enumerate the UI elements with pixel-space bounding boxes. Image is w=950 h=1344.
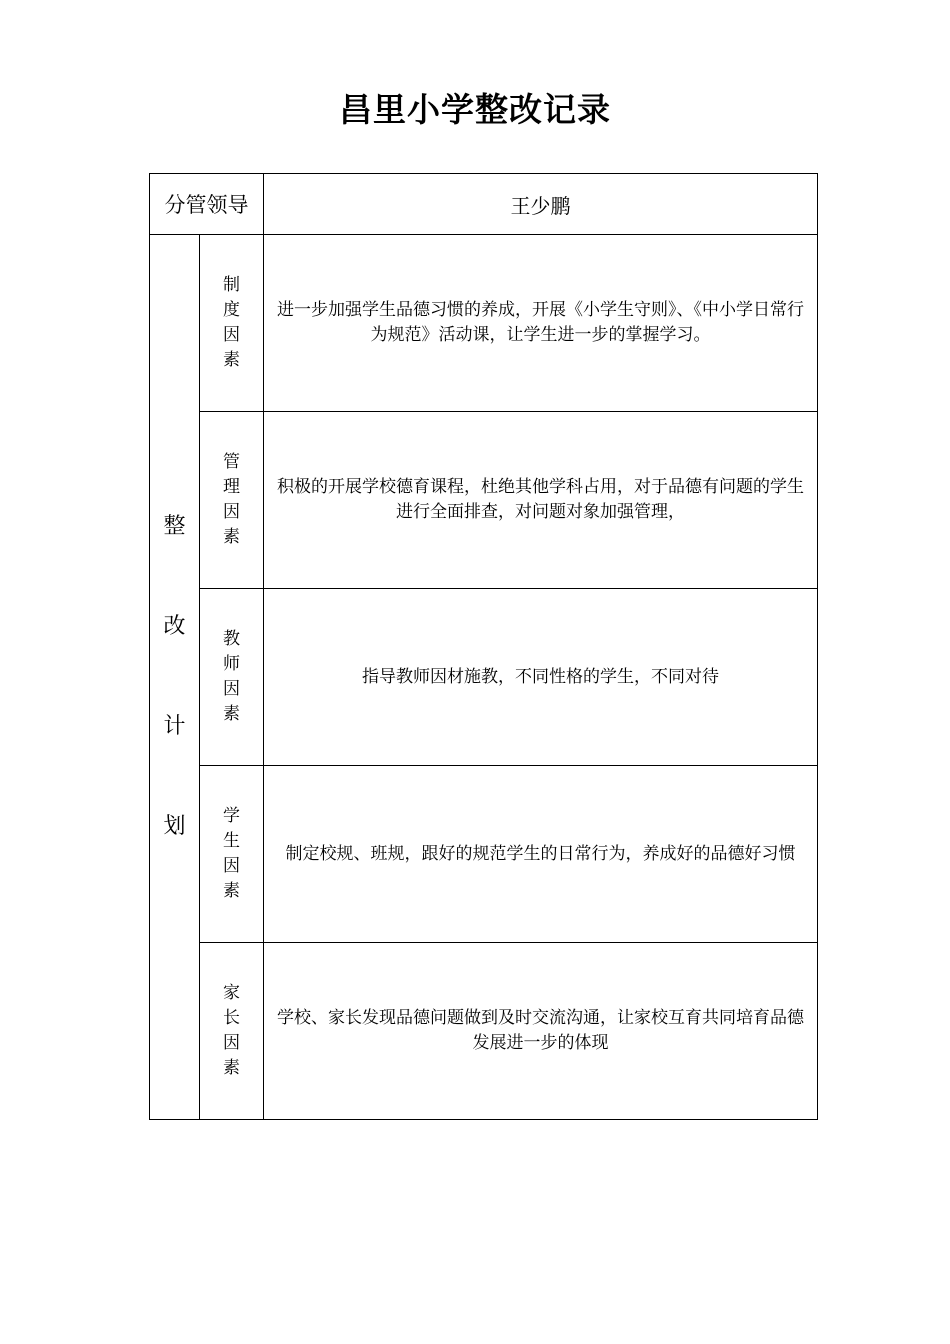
factor-char: 因 bbox=[223, 325, 240, 345]
table-row bbox=[150, 589, 818, 766]
plan-label-char: 计 bbox=[163, 714, 186, 739]
leader-name-cell bbox=[264, 174, 818, 235]
factor-label-parent bbox=[200, 943, 264, 1120]
factor-label-student bbox=[200, 766, 264, 943]
leader-row bbox=[150, 174, 818, 235]
leader-label-cell bbox=[150, 174, 264, 235]
factor-char: 生 bbox=[223, 831, 240, 851]
factor-char: 素 bbox=[223, 1058, 240, 1078]
table-row bbox=[150, 766, 818, 943]
table-row bbox=[150, 943, 818, 1120]
factor-content-parent: 学校、家长发现品德问题做到及时交流沟通，让家校互育共同培育品德发展进一步的体现 bbox=[264, 943, 818, 1120]
factor-char: 素 bbox=[223, 704, 240, 724]
factor-char: 长 bbox=[223, 1008, 240, 1028]
factor-label-system bbox=[200, 235, 264, 412]
rectification-table bbox=[149, 173, 818, 1120]
leader-label: 分管领导 bbox=[164, 193, 249, 217]
factor-char: 管 bbox=[223, 452, 240, 472]
factor-char: 因 bbox=[223, 1033, 240, 1053]
leader-name: 王少鹏 bbox=[510, 193, 571, 218]
factor-content-student: 制定校规、班规，跟好的规范学生的日常行为，养成好的品德好习惯 bbox=[264, 766, 818, 943]
factor-char: 学 bbox=[223, 806, 240, 826]
factor-char: 家 bbox=[223, 983, 240, 1003]
factor-label-management bbox=[200, 412, 264, 589]
factor-char: 因 bbox=[223, 679, 240, 699]
plan-label-char: 整 bbox=[163, 514, 186, 539]
factor-char: 教 bbox=[223, 629, 240, 649]
factor-char: 素 bbox=[223, 527, 240, 547]
factor-content-system: 进一步加强学生品德习惯的养成，开展《小学生守则》、《中小学日常行为规范》活动课，让学生进一步的掌握学习。 bbox=[264, 235, 818, 412]
factor-char: 素 bbox=[223, 350, 240, 370]
factor-char: 因 bbox=[223, 856, 240, 876]
factor-char: 理 bbox=[223, 477, 240, 497]
plan-label-char: 改 bbox=[163, 614, 186, 639]
factor-char: 师 bbox=[223, 654, 240, 674]
plan-label-cell bbox=[150, 235, 200, 1120]
factor-char: 制 bbox=[223, 275, 240, 295]
factor-char: 因 bbox=[223, 502, 240, 522]
table-row bbox=[150, 235, 818, 412]
factor-char: 素 bbox=[223, 881, 240, 901]
page-title: 昌里小学整改记录 bbox=[339, 90, 611, 129]
factor-content-teacher: 指导教师因材施教，不同性格的学生，不同对待 bbox=[264, 589, 818, 766]
factor-label-teacher bbox=[200, 589, 264, 766]
factor-content-management: 积极的开展学校德育课程，杜绝其他学科占用，对于品德有问题的学生进行全面排查，对问题对象加强管理， bbox=[264, 412, 818, 589]
factor-char: 度 bbox=[223, 300, 240, 320]
plan-label-char: 划 bbox=[163, 814, 186, 839]
table-row bbox=[150, 412, 818, 589]
